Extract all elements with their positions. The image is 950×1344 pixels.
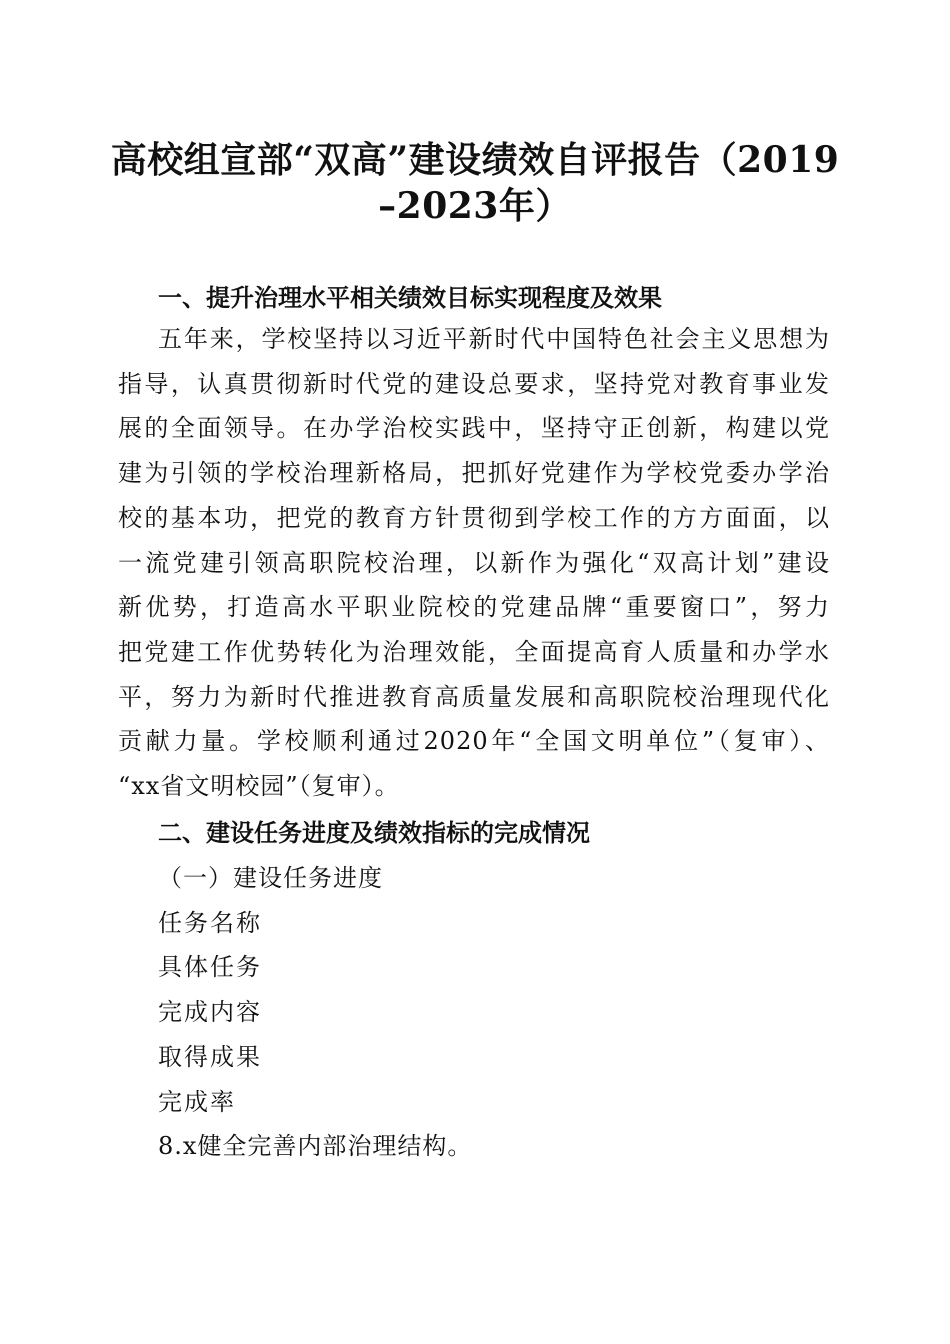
- paragraph-line: 建为引领的学校治理新格局，把抓好党建作为学校党委办学治: [118, 459, 830, 487]
- paragraph-line: 展的全面领导。在办学治校实践中，坚持守正创新，构建以党: [118, 414, 830, 442]
- paragraph-line: 校的基本功，把党的教育方针贯彻到学校工作的方方面面，以: [118, 504, 830, 532]
- list-item: 具体任务: [158, 953, 262, 981]
- section-2-heading: 二、建设任务进度及绩效指标的完成情况: [158, 819, 590, 847]
- paragraph-line: 指导，认真贯彻新时代党的建设总要求，坚持党对教育事业发: [118, 370, 830, 398]
- list-item: 取得成果: [158, 1043, 262, 1071]
- paragraph-line: 五年来，学校坚持以习近平新时代中国特色社会主义思想为: [158, 325, 830, 353]
- list-item: 完成率: [158, 1088, 236, 1116]
- list-item: 8.x健全完善内部治理结构。: [158, 1132, 473, 1160]
- paragraph-line: 平，努力为新时代推进教育高质量发展和高职院校治理现代化: [118, 683, 830, 711]
- section-1-heading: 一、提升治理水平相关绩效目标实现程度及效果: [158, 284, 662, 312]
- list-item: 任务名称: [158, 909, 262, 937]
- paragraph-line: “xx省文明校园”（复审）。: [118, 772, 400, 800]
- section-2-subheading: （一）建设任务进度: [158, 864, 383, 892]
- paragraph-line: 新优势，打造高水平职业院校的党建品牌“重要窗口”，努力: [118, 593, 830, 621]
- paragraph-line: 贡献力量。学校顺利通过2020年“全国文明单位”（复审）、: [118, 727, 830, 755]
- paragraph-line: 把党建工作优势转化为治理效能，全面提高育人质量和办学水: [118, 638, 830, 666]
- document-title-line-2: –2023年）: [378, 185, 572, 227]
- list-item: 完成内容: [158, 998, 262, 1026]
- paragraph-line: 一流党建引领高职院校治理，以新作为强化“双高计划”建设: [118, 549, 830, 577]
- document-title-line-1: 高校组宣部“双高”建设绩效自评报告（2019: [110, 139, 840, 181]
